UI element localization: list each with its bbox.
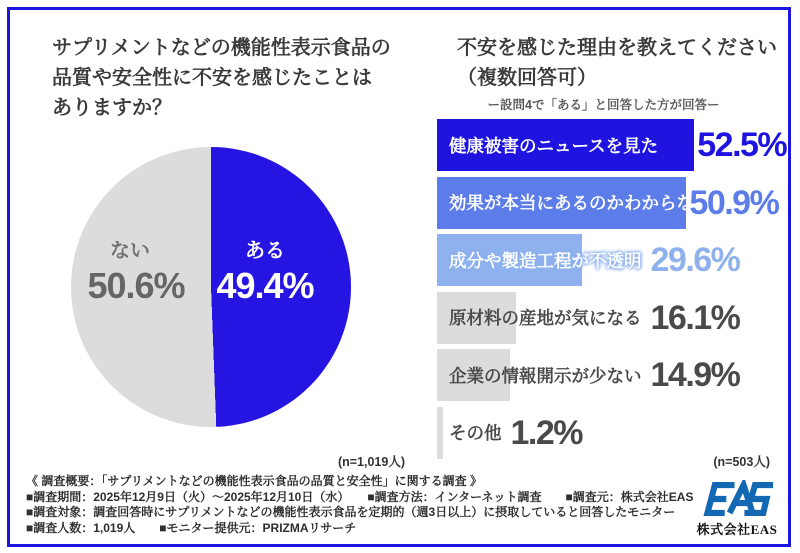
bar-chart-title [457, 33, 787, 93]
bar-row-low-disclosure [437, 349, 777, 401]
survey-overview-heading: 《 調査概要：「サプリメントなどの機能性表示食品の品質と安全性」に関する調査 》 [26, 474, 482, 488]
eas-company-name: 株式会社EAS [696, 522, 778, 537]
eas-logo-mark-icon [696, 480, 778, 518]
survey-target: ■調査対象：調査回答時にサプリメントなどの機能性表示食品を定期的（週3日以上）に摂取していると回答したモニター [26, 505, 676, 519]
bar-label: 企業の情報開示が少ない [449, 365, 642, 386]
pie-chart-title [52, 33, 412, 123]
survey-count-provider: ■調査人数：1,019人 ■モニター提供元：PRIZMAリサーチ [26, 520, 357, 535]
bar-title-line-2: （複数回答可） [457, 67, 597, 89]
bar-row-other [437, 407, 777, 459]
survey-overview [26, 474, 694, 536]
bar-label: 健康被害のニュースを見た [449, 135, 659, 156]
pie-slice-label-aru: ある [245, 240, 285, 262]
bar-value: 52.5% [697, 126, 787, 164]
bar-value: 29.6% [650, 241, 740, 279]
pie-title-line-2: 品質や安全性に不安を感じたことは [52, 67, 372, 89]
bar-label: 原材料の産地が気になる [449, 308, 642, 328]
pie-chart [71, 147, 351, 427]
pie-title-line-3: ありますか？ [52, 97, 172, 119]
bar-row-origin-concern [437, 292, 777, 344]
pie-sample-size-note: (n=1,019人) [337, 455, 405, 469]
bar-label: 効果が本当にあるのかわからない [449, 193, 712, 213]
bar-fill [437, 407, 443, 459]
eas-logo [693, 480, 781, 538]
bar-value: 50.9% [689, 183, 779, 222]
bar-sample-size-note: (n=503人) [713, 455, 770, 469]
bar-label: その他 [449, 423, 502, 443]
bar-value: 1.2% [510, 413, 582, 452]
bar-value: 16.1% [650, 298, 740, 337]
pie-slice-value-aru: 49.4% [216, 265, 314, 306]
bar-value: 14.9% [650, 356, 740, 394]
bar-chart [437, 119, 787, 464]
pie-title-line-1: サプリメントなどの機能性表示食品の [52, 37, 391, 59]
survey-period-method-source: ■調査期間：2025年12月9日（火）〜2025年12月10日（水） ■調査方法：インターネット調査 ■調査元：株式会社EAS [26, 489, 694, 504]
bar-row-health-news [437, 119, 787, 171]
bar-row-effect-unclear [437, 177, 777, 229]
pie-slice-value-nai: 50.6% [87, 265, 185, 306]
pie-slice-label-nai: ない [110, 240, 150, 262]
bar-title-line-1: 不安を感じた理由を教えてください [457, 37, 777, 59]
bar-chart-subtitle: ー設問4で「ある」と回答した方が回答ー [487, 98, 720, 112]
bar-label: 成分や製造工程が不透明 [449, 250, 642, 271]
bar-row-process-opaque [437, 234, 777, 286]
